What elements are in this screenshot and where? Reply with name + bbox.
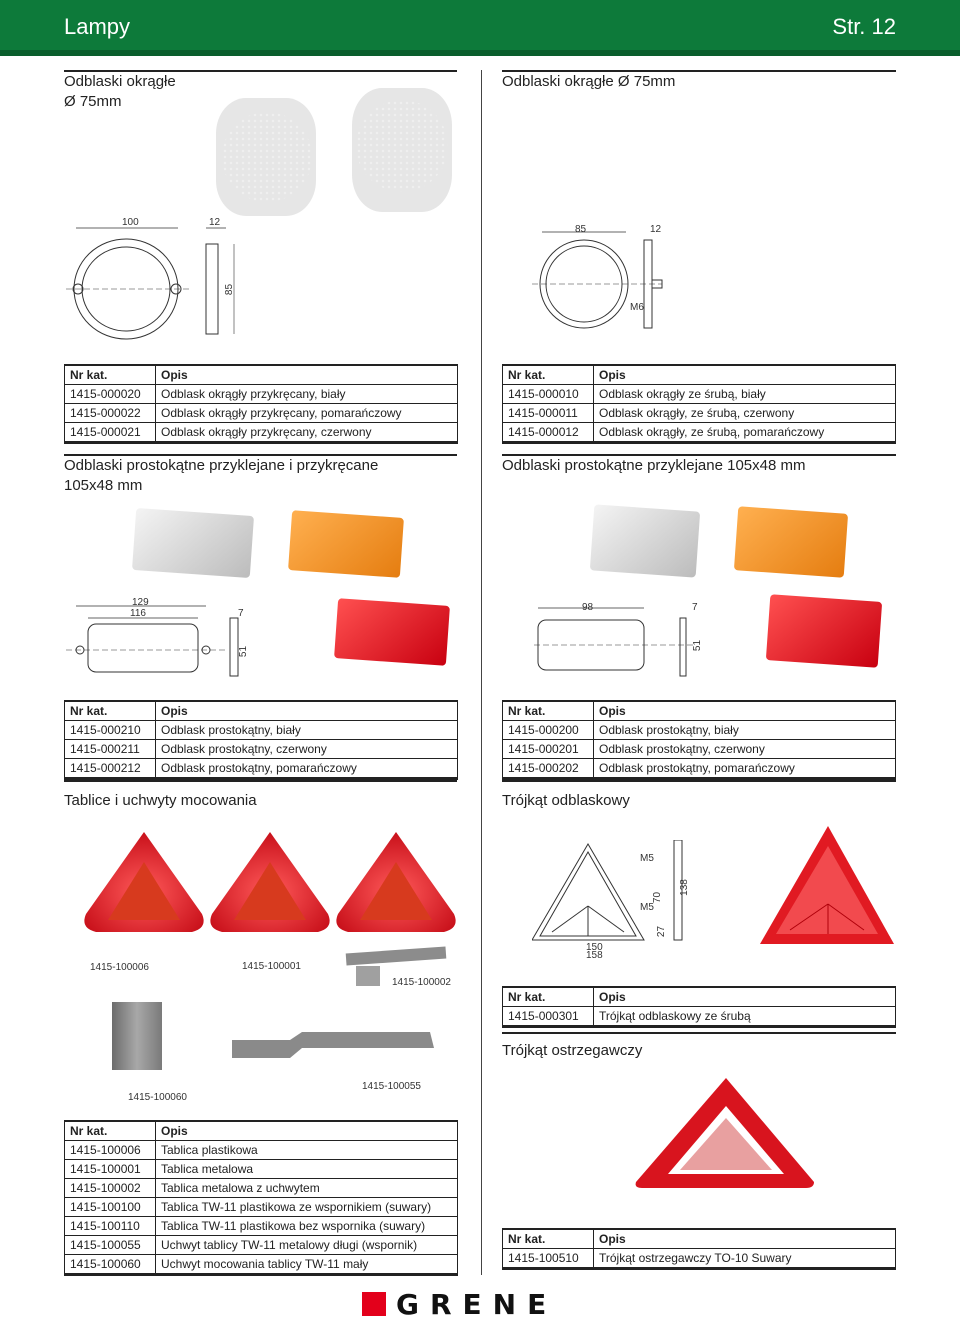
table-cell: Odblask okrągły, ze śrubą, czerwony xyxy=(594,404,896,423)
dimension-label: 70 xyxy=(652,891,664,904)
table-row xyxy=(65,1255,458,1275)
dimension-label: M5 xyxy=(640,902,654,913)
dimension-label: M5 xyxy=(640,853,654,864)
dimension-label: 7 xyxy=(692,602,698,613)
table-row xyxy=(65,1141,458,1160)
table-cell: Opis xyxy=(156,1121,458,1141)
dimension-label: 129 xyxy=(132,597,149,608)
dimension-label: 158 xyxy=(586,950,603,961)
table-header-row xyxy=(503,987,896,1007)
table-cell: Odblask okrągły ze śrubą, biały xyxy=(594,385,896,404)
table-row xyxy=(65,1160,458,1179)
catalog-table-round-screwed xyxy=(64,364,458,444)
dimension-label: 150 xyxy=(586,942,603,953)
catalog-table-rect-glued xyxy=(502,700,896,780)
table-row xyxy=(503,759,896,779)
orange-rect-reflector-image xyxy=(288,510,404,578)
table-row xyxy=(503,721,896,740)
table-row xyxy=(65,1198,458,1217)
table-cell: Trójkąt odblaskowy ze śrubą xyxy=(594,1007,896,1027)
table-cell: 1415-000201 xyxy=(503,740,594,759)
section-rule xyxy=(502,1032,896,1034)
dimension-label: 12 xyxy=(209,217,221,228)
table-header-row xyxy=(503,365,896,385)
table-row xyxy=(503,1007,896,1027)
long-bracket-image xyxy=(230,1026,436,1066)
table-cell: 1415-000211 xyxy=(65,740,156,759)
table-header-row xyxy=(65,365,458,385)
bracket-image xyxy=(346,947,447,966)
orange-round-reflector-image xyxy=(670,114,772,212)
table-cell: Odblask prostokątny, czerwony xyxy=(156,740,458,759)
dimension-label: 27 xyxy=(656,925,668,938)
red-round-reflector-image xyxy=(800,116,902,214)
dimension-label: 100 xyxy=(122,217,139,228)
table-cell: Odblask okrągły, ze śrubą, pomarańczowy xyxy=(594,423,896,443)
table-cell: Odblask prostokątny, biały xyxy=(594,721,896,740)
table-cell: 1415-000011 xyxy=(503,404,594,423)
table-header-row xyxy=(503,1229,896,1249)
bracket-image xyxy=(356,966,380,986)
table-cell: 1415-100006 xyxy=(65,1141,156,1160)
col-opis: Opis xyxy=(156,365,458,385)
table-cell: Uchwyt mocowania tablicy TW-11 mały xyxy=(156,1255,458,1275)
col-nr: Nr kat. xyxy=(65,365,156,385)
table-cell: 1415-000020 xyxy=(65,385,156,404)
dimension-label: 116 xyxy=(130,608,146,619)
table-cell: Opis xyxy=(594,1229,896,1249)
table-row xyxy=(65,759,458,779)
table-cell: 1415-100002 xyxy=(65,1179,156,1198)
table-cell: Nr kat. xyxy=(65,701,156,721)
white-rect-reflector-image xyxy=(590,504,700,577)
section-title-rect-screwed: Odblaski prostokątne przyklejane i przykręcane 105x48 mm xyxy=(64,457,379,494)
logo-text: GRENE xyxy=(396,1288,558,1321)
table-row xyxy=(65,423,458,443)
dimension-label: 7 xyxy=(238,608,244,619)
table-cell: Tablica metalowa xyxy=(156,1160,458,1179)
section-rule xyxy=(64,780,457,782)
table-cell: Odblask okrągły przykręcany, czerwony xyxy=(156,423,458,443)
white-round-reflector-image xyxy=(740,222,846,322)
catalog-table-warning-triangle xyxy=(502,1228,896,1270)
table-cell: Nr kat. xyxy=(65,1121,156,1141)
table-cell: 1415-000200 xyxy=(503,721,594,740)
table-header-row xyxy=(503,701,896,721)
table-row xyxy=(503,423,896,443)
table-cell: Tablica TW-11 plastikowa ze wspornikiem (suwary) xyxy=(156,1198,458,1217)
section-title-round-screwed: Odblaski okrągłe Ø 75mm xyxy=(64,73,176,110)
table-row xyxy=(503,404,896,423)
red-rect-reflector-image xyxy=(334,598,450,666)
table-cell: Odblask okrągły przykręcany, biały xyxy=(156,385,458,404)
table-row xyxy=(65,1236,458,1255)
red-rect-reflector-image xyxy=(766,594,882,668)
section-title-rect-glued: Odblaski prostokątne przyklejane 105x48 mm xyxy=(502,457,806,474)
product-code-label: 1415-100002 xyxy=(392,977,451,988)
table-cell: 1415-000210 xyxy=(65,721,156,740)
table-row xyxy=(503,1249,896,1269)
table-cell: Tablica plastikowa xyxy=(156,1141,458,1160)
page-number: Str. 12 xyxy=(832,14,896,39)
white-rect-reflector-image xyxy=(132,508,254,578)
logo-mark-icon xyxy=(362,1292,386,1316)
catalog-table-reflective-triangle xyxy=(502,986,896,1028)
section-title-reflective-triangle: Trójkąt odblaskowy xyxy=(502,792,630,809)
table-row xyxy=(65,1179,458,1198)
table-cell: Opis xyxy=(594,987,896,1007)
table-cell: 1415-000301 xyxy=(503,1007,594,1027)
dimension-label: 51 xyxy=(238,645,250,658)
white-round-reflector-image xyxy=(284,222,380,330)
table-cell: 1415-000212 xyxy=(65,759,156,779)
table-cell: Opis xyxy=(594,365,896,385)
table-cell: Uchwyt tablicy TW-11 metalowy długi (wspornik) xyxy=(156,1236,458,1255)
table-cell: Nr kat. xyxy=(503,365,594,385)
table-row xyxy=(65,385,458,404)
dimension-label: 51 xyxy=(692,639,704,652)
page-title: Lampy xyxy=(64,14,131,39)
table-row xyxy=(65,1217,458,1236)
table-cell: Nr kat. xyxy=(503,701,594,721)
rect-glued-reflector-drawing xyxy=(534,600,714,680)
table-row xyxy=(65,740,458,759)
table-cell: 1415-000021 xyxy=(65,423,156,443)
table-cell: Nr kat. xyxy=(503,987,594,1007)
table-row xyxy=(65,404,458,423)
grene-logo xyxy=(362,1290,602,1320)
table-header-row xyxy=(65,701,458,721)
table-cell: Opis xyxy=(594,701,896,721)
product-code-label: 1415-100006 xyxy=(90,962,149,973)
table-cell: Odblask prostokątny, pomarańczowy xyxy=(594,759,896,779)
table-row xyxy=(503,385,896,404)
table-cell: Nr kat. xyxy=(503,1229,594,1249)
table-cell: 1415-100060 xyxy=(65,1255,156,1275)
table-cell: Odblask prostokątny, biały xyxy=(156,721,458,740)
product-code-label: 1415-100060 xyxy=(128,1092,187,1103)
table-cell: Tablica TW-11 plastikowa bez wspornika (suwary) xyxy=(156,1217,458,1236)
section-title-plates: Tablice i uchwyty mocowania xyxy=(64,792,257,809)
slow-vehicle-plates-image xyxy=(84,828,464,948)
dimension-label: 12 xyxy=(650,224,662,235)
table-cell: Opis xyxy=(156,701,458,721)
catalog-table-round-bolt xyxy=(502,364,896,444)
table-cell: 1415-100055 xyxy=(65,1236,156,1255)
dimension-label: M6 xyxy=(630,302,644,313)
product-code-label: 1415-100001 xyxy=(242,961,301,972)
table-cell: Odblask okrągły przykręcany, pomarańczowy xyxy=(156,404,458,423)
table-cell: 1415-000012 xyxy=(503,423,594,443)
section-rule xyxy=(502,780,896,782)
table-cell: Odblask prostokątny, pomarańczowy xyxy=(156,759,458,779)
table-cell: 1415-000202 xyxy=(503,759,594,779)
table-cell: 1415-000010 xyxy=(503,385,594,404)
table-cell: Trójkąt ostrzegawczy TO-10 Suwary xyxy=(594,1249,896,1269)
page-header xyxy=(0,0,960,56)
dimension-label: 85 xyxy=(575,224,587,235)
table-cell: 1415-100100 xyxy=(65,1198,156,1217)
table-header-row xyxy=(65,1121,458,1141)
round-bolt-reflector-drawing xyxy=(532,222,672,332)
catalog-table-plates xyxy=(64,1120,458,1276)
orange-round-reflector-image xyxy=(222,112,312,202)
product-code-label: 1415-100055 xyxy=(362,1081,421,1092)
orange-rect-reflector-image xyxy=(734,506,848,578)
dimension-label: 138 xyxy=(678,879,690,896)
column-divider xyxy=(481,70,482,1275)
section-title-warning-triangle: Trójkąt ostrzegawczy xyxy=(502,1042,643,1059)
catalog-table-rect-screwed xyxy=(64,700,458,780)
table-cell: 1415-000022 xyxy=(65,404,156,423)
rect-reflector-drawing xyxy=(66,596,256,680)
small-bracket-image xyxy=(112,1002,162,1070)
table-row xyxy=(503,740,896,759)
warning-triangle-image xyxy=(634,1078,816,1190)
table-cell: 1415-100001 xyxy=(65,1160,156,1179)
section-title-round-bolt: Odblaski okrągłe Ø 75mm xyxy=(502,73,676,90)
reflective-triangle-drawing xyxy=(532,840,702,946)
red-reflective-triangle-image xyxy=(760,826,894,948)
table-cell: Odblask prostokątny, czerwony xyxy=(594,740,896,759)
table-cell: 1415-100510 xyxy=(503,1249,594,1269)
red-round-reflector-image xyxy=(356,100,448,192)
round-reflector-drawing xyxy=(66,214,246,340)
table-cell: Tablica metalowa z uchwytem xyxy=(156,1179,458,1198)
dimension-label: 85 xyxy=(224,283,236,296)
table-cell: 1415-100110 xyxy=(65,1217,156,1236)
dimension-label: 98 xyxy=(582,602,594,613)
table-row xyxy=(65,721,458,740)
